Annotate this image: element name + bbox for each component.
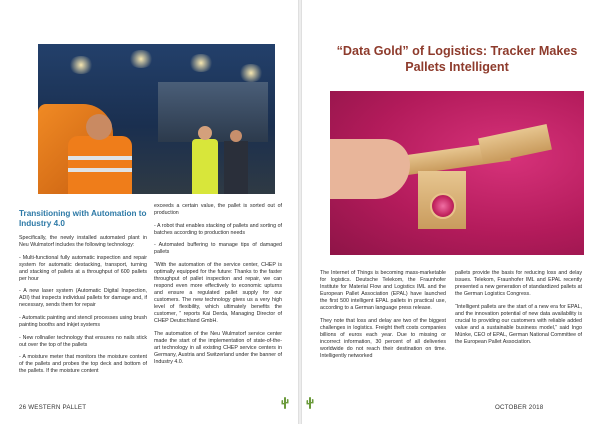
tracker-sensor [430,193,456,219]
paragraph: - A new laser system (Automatic Digital Inspection, ADI) that inspects individual pallets for damage and, if necessary, sends them for repair [19,288,147,309]
left-column-2 [154,203,282,371]
right-column-1 [320,270,446,366]
intelligent-pallet-photo [330,91,584,255]
cactus-icon [306,396,314,409]
paragraph: - A robot that enables stacking of pallets and sorting of batches according to production needs [154,222,282,236]
article-title: “Data Gold” of Logistics: Tracker Makes Pallets Intelligent [336,44,578,74]
paragraph: - Automatic painting and stencil processes using brush painting booths and inkjet systems [19,314,147,328]
paragraph: exceeds a certain value, the pallet is sorted out of production [154,203,282,217]
automation-plant-photo [38,44,275,194]
section-heading: Transitioning with Automation to Industry 4.0 [19,209,147,228]
paragraph: Specifically, the newly installed automated plant in Neu Wulmstorf includes the following technology: [19,235,147,249]
paragraph: “With the automation of the service center, CHEP is optimally equipped for the future: Thanks to the faster throughput of pallet inspection and repair, we can respond even more effectively to economic upturns and ensure a regulated pallet supply for our customers. The new technology gives us a very high level of flexibility, which ultimately benefits the customer, ” reports Kai Derda, Managing Director of CHEP Deutschland GmbH. [154,261,282,325]
paragraph: - Automated buffering to manage tips of damaged pallets [154,242,282,256]
paragraph: The Internet of Things is becoming mass-marketable for logistics. Deutsche Telekom, the Fraunhofer Institute for Material Flow and Logistics IML and the European Pallet Association (EPAL) have launched the first 500 intelligent EPAL pallets in practical use, according to a German language press release. [320,270,446,312]
paragraph: The automation of the Neu Wulmstorf service center made the start of the implementation of state-of-the-art technology in all existing CHEP service centers in Germany, Austria and Switzerland under the banner of Industry 4.0. [154,330,282,365]
paragraph: pallets provide the basis for reducing loss and delay issues. Telekom, Fraunhofer IML and EPAL recently presented a new generation of standardized pallets at the German Logistics Congress. [455,270,582,298]
right-column-2 [455,270,582,351]
paragraph: “Intelligent pallets are the start of a new era for EPAL, and the innovation potential of new data availability is crucial to providing our customers with reliable added value and a sustainable business model,” said Ingo Münke, CEO of EPAL, German National Committee of the European Pallet Association. [455,303,582,345]
page-folio-right: OCTOBER 2018 [495,404,544,411]
left-page [0,0,298,424]
paragraph: - Multi-functional fully automatic inspection and repair system for automatic destacking, transport, turning and stacking of pallets at a throughput of 600 pallets per hour [19,254,147,282]
cactus-icon [281,396,289,409]
left-column-1 [19,209,147,381]
paragraph: They note that loss and delay are two of the biggest challenges in logistics. Freight theft costs companies billions of euros each year. Due to missing or incorrect information, 30 percent of all deliveries worldwide do not reach their destination on time. Intelligently networked [320,317,446,360]
paragraph: - A moisture meter that monitors the moisture content of the pallets and probes the top deck and bottom of the pallets. If the moisture content [19,354,147,375]
paragraph: - New rollnailer technology that ensures no nails stick out over the top of the pallets [19,334,147,348]
page-folio-left: 26 WESTERN PALLET [19,404,87,411]
